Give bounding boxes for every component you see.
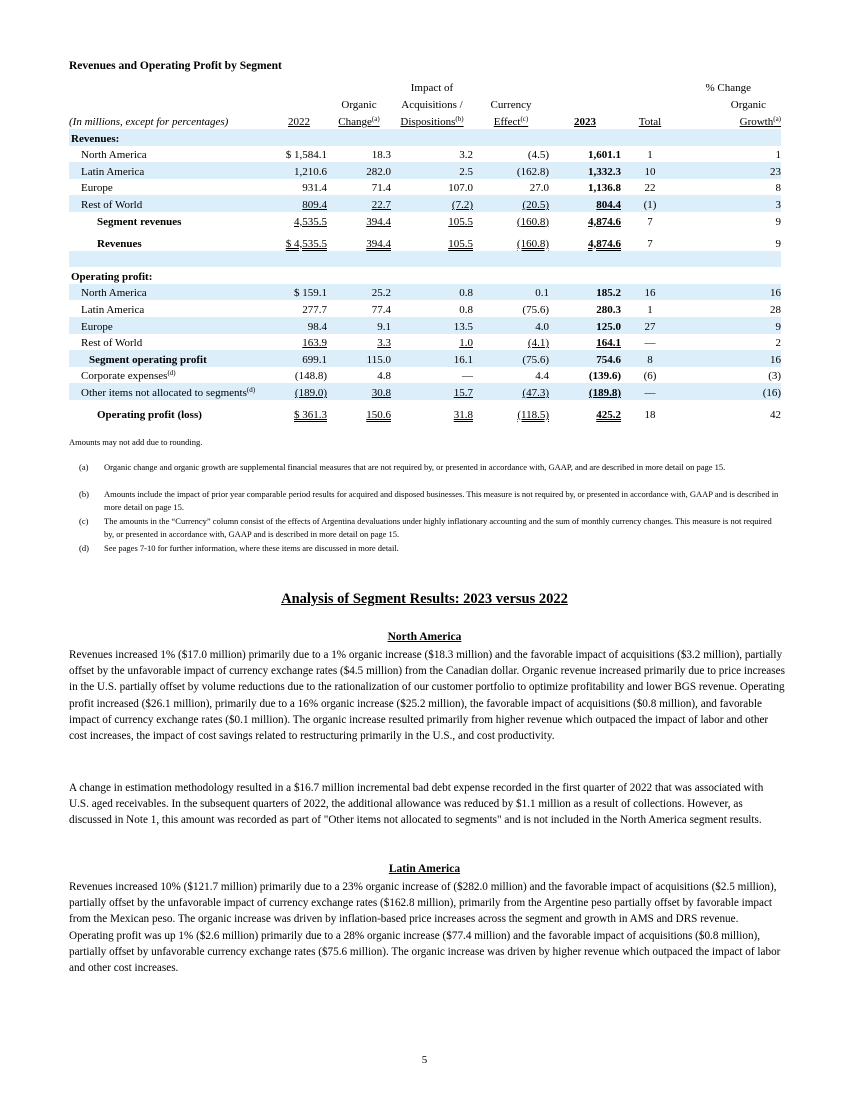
table-row: Europe 98.4 9.1 13.5 4.0 125.0 27 9 xyxy=(69,317,781,334)
table-row: Segment operating profit 699.1 115.0 16.1 (75.6) 754.6 8 16 xyxy=(69,350,781,367)
north-america-heading: North America xyxy=(387,631,462,643)
table-row: Corporate expenses$^{(d)}$ (148.8) 4.8 — 4.4 (139.6) (6) (3) xyxy=(81,369,782,383)
latin-america-paragraph: Revenues increased 10% ($121.7 million) primarily due to a 23% organic increase of ($282.0 million) and the favorable impact of acquisitions ($2.5 million), partially offset by the unfavorable impact of currency exchange rates ($162.8 million), primarily from the Argentine peso partially offset by favorable impact from the Mexican peso. The organic increase was driven by inflation-based price increases across the segment and growth in AMS and DRS revenue. Operating profit was up 1% ($2.6 million) primarily due to a 28% organic increase ($77.4 million) and the favorable impact of acquisitions ($0.8 million), partially offset by unfavorable currency exchange rates ($75.6 million). The organic increase was driven by higher revenue which outpaced the impact of labor and other cost increases. xyxy=(69,881,781,975)
header-total: Total xyxy=(638,116,662,128)
page-number: 5 xyxy=(421,1054,428,1066)
table-row: North America $ 159.1 25.2 0.8 0.1 185.2 16 16 xyxy=(69,284,781,301)
segment-table xyxy=(69,78,781,422)
table-row: Latin America 1,210.6 282.0 2.5 (162.8) 1,332.3 10 23 xyxy=(69,162,781,179)
operating-profit-label: Operating profit: xyxy=(71,270,153,283)
table-row: Segment revenues 4,535.5 394.4 105.5 (160.8) 4,874.6 7 9 xyxy=(97,215,782,228)
table-row: North America $ 1,584.1 18.3 3.2 (4.5) 1,601.1 1 1 xyxy=(81,149,782,162)
revenues-label: Revenues: xyxy=(69,129,257,146)
header-organic-top: Organic xyxy=(341,99,377,111)
header-fx-effect: Effect$^{(c)}$ xyxy=(493,115,529,128)
header-row-2 xyxy=(69,95,781,112)
table-row: Revenues $ 4,535.5 394.4 105.5 (160.8) 4,874.6 7 9 xyxy=(97,237,782,250)
table-row: Operating profit (loss) $ 361.3 150.6 31.8 (118.5) 425.2 18 42 xyxy=(97,408,782,421)
north-america-paragraph-2: A change in estimation methodology resulted in a $16.7 million incremental bad debt expense recorded in the first quarter of 2022 that was associated with U.S. aged receivables. In the subsequent quarters of 2022, the additional allowance was reduced by $1.1 million as a result of collections. However, as discussed in Note 1, this amount was recorded as part of "Other items not allocated to segments" and is not included in the North America segment results. xyxy=(69,782,764,827)
header-units: (In millions, except for percentages) xyxy=(69,116,229,128)
header-2023: 2023 xyxy=(574,116,596,128)
table-title: Revenues and Operating Profit by Segment xyxy=(69,60,282,72)
table-row: Latin America 277.7 77.4 0.8 (75.6) 280.3 1 28 xyxy=(81,303,782,316)
header-pct-change: % Change xyxy=(705,82,752,94)
rounding-note: Amounts may not add due to rounding. xyxy=(69,437,203,447)
analysis-title: Analysis of Segment Results: 2023 versus 2022 xyxy=(281,591,568,607)
footnote-c: (c) The amounts in the “Currency” column consist of the effects of Argentina devaluations under highly inflationary accounting and the sum of monthly currency changes. This measure is not required by, or presented in accordance with, GAAP and is described in more detail on page 15. xyxy=(79,516,772,539)
header-acq-1: Impact of xyxy=(410,82,454,94)
table-row: Rest of World 809.4 22.7 (7.2) (20.5) 804.4 (1) 3 xyxy=(69,195,781,212)
header-dispositions: Dispositions$^{(b)}$ xyxy=(400,115,464,128)
spacer-row xyxy=(69,251,781,268)
table-row: Other items not allocated to segments$^{(d)}$ (189.0) 30.8 15.7 (47.3) (189.8) — (16) xyxy=(69,383,781,400)
north-america-paragraph-1: Revenues increased 1% ($17.0 million) primarily due to a 1% organic increase ($18.3 million) and the favorable impact of acquisitions ($3.2 million), partially offset by the unfavorable impact of currency exchange rates ($4.5 million) from the Canadian dollar. Organic revenue increased primarily due to price increases in the U.S. partially offset by volume reductions due to the rationalization of our customer portfolio to optimize profitability and lower BGS revenue. Operating profit increased ($26.1 million), primarily due to a 16% organic increase ($25.2 million), the favorable impact of acquisitions ($0.8 million), and favorable impact of currency exchange rates ($0.1 million). The organic increase resulted primarily from higher revenue which outpaced the impact of labor and other cost increases, the impact of cost savings related to restructuring primarily in the U.S., and cost productivity. xyxy=(69,649,785,743)
footnote-a: (a) Organic change and organic growth are supplemental financial measures that are not required by, or presented in accordance with, GAAP, and are described in more detail on page 15. xyxy=(79,462,726,472)
header-acq-2: Acquisitions / xyxy=(401,99,463,111)
header-2022: 2022 xyxy=(288,116,310,128)
header-fx-1: Currency xyxy=(490,99,532,111)
header-og-1: Organic xyxy=(730,99,767,111)
footnote-d: (d) See pages 7-10 for further information, where these items are discussed in more detail. xyxy=(79,543,399,553)
revenues-section-row xyxy=(69,129,781,146)
latin-america-heading: Latin America xyxy=(388,863,461,875)
header-organic-change: Change$^{(a)}$ xyxy=(338,115,380,128)
footnote-b: (b) Amounts include the impact of prior year comparable period results for acquired and disposed businesses. This measure is not required by, or presented in accordance with, GAAP and is described in more detail on page 15. xyxy=(79,489,779,512)
table-row: Rest of World 163.9 3.3 1.0 (4.1) 164.1 — 2 xyxy=(81,337,782,350)
operating-profit-section-row xyxy=(69,267,781,284)
header-row-3 xyxy=(69,112,781,129)
header-organic-growth: Growth$^{(a)}$ xyxy=(739,115,782,128)
header-row-1 xyxy=(69,78,781,95)
table-row: Europe 931.4 71.4 107.0 27.0 1,136.8 22 8 xyxy=(81,182,782,195)
